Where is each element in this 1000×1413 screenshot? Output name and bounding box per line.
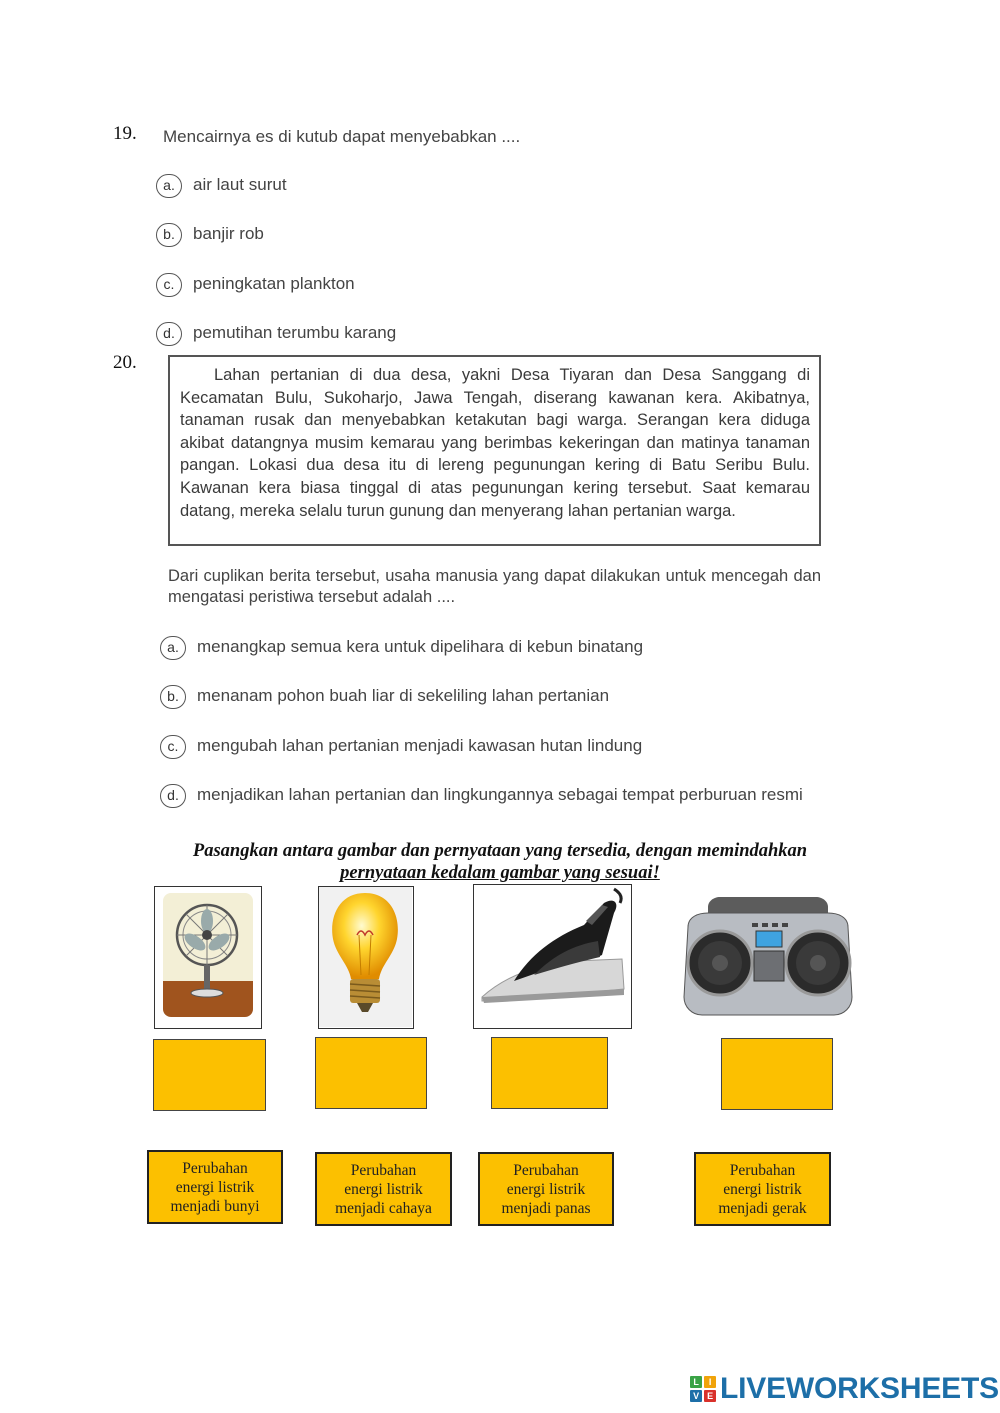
q19-number: 19. — [113, 123, 137, 144]
logo-icon-letter: E — [704, 1390, 716, 1402]
light-bulb-icon — [319, 887, 412, 1027]
q19-question: Mencairnya es di kutub dapat menyebabkan .... — [163, 127, 521, 146]
answer-card-gerak[interactable] — [694, 1152, 831, 1226]
card-line: Perubahan — [729, 1161, 796, 1179]
q20-option-a-text: menangkap semua kera untuk dipelihara di kebun binatang — [197, 637, 644, 656]
q19-option-a[interactable] — [156, 174, 287, 198]
q19-option-a-letter: a. — [156, 174, 182, 198]
logo-icon-letter: I — [704, 1376, 716, 1388]
radio-cassette-image — [677, 886, 857, 1029]
card-line: energi listrik — [175, 1178, 255, 1196]
q20-option-a-letter: a. — [160, 636, 186, 660]
q20-option-b-text: menanam pohon buah liar di sekeliling lahan pertanian — [197, 686, 610, 705]
q20-option-a[interactable] — [160, 636, 830, 660]
drop-zone-radio[interactable] — [721, 1038, 833, 1110]
matching-instruction-line1: Pasangkan antara gambar dan pernyataan yang tersedia, dengan memindahkan — [192, 841, 808, 861]
q19-option-d[interactable] — [156, 322, 396, 346]
q19-option-d-letter: d. — [156, 322, 182, 346]
logo-icon-letter: L — [690, 1376, 702, 1388]
radio-cassette-icon — [678, 887, 857, 1029]
card-line: energi listrik — [344, 1180, 423, 1198]
card-line: energi listrik — [506, 1180, 586, 1198]
drop-zone-iron[interactable] — [491, 1037, 608, 1109]
q19-option-c-letter: c. — [156, 273, 182, 297]
q20-question: Dari cuplikan berita tersebut, usaha manusia yang dapat dilakukan untuk mencegah dan mengatasi peristiwa tersebut adalah .... — [168, 567, 821, 606]
q20-option-c[interactable] — [160, 735, 830, 759]
q20-option-b[interactable] — [160, 685, 830, 709]
fan-image — [154, 886, 262, 1029]
iron-image — [473, 884, 632, 1029]
card-line: menjadi panas — [501, 1199, 591, 1217]
q20-option-b-letter: b. — [160, 685, 186, 709]
matching-instruction — [150, 840, 850, 884]
fan-icon — [155, 887, 260, 1027]
q20-option-d-text: menjadikan lahan pertanian dan lingkungannya sebagai tempat perburuan resmi — [197, 785, 803, 804]
card-line: menjadi bunyi — [170, 1197, 260, 1215]
iron-icon — [474, 885, 630, 1027]
q19-option-b-letter: b. — [156, 223, 182, 247]
q19-option-b[interactable] — [156, 223, 264, 247]
matching-instruction-line2: pernyataan kedalam gambar yang sesuai! — [340, 863, 660, 883]
drop-zone-fan[interactable] — [153, 1039, 266, 1111]
q19-option-d-text: pemutihan terumbu karang — [193, 323, 397, 342]
q19-option-c-text: peningkatan plankton — [193, 274, 355, 293]
card-line: Perubahan — [513, 1161, 579, 1179]
logo-icon-letter: V — [690, 1390, 702, 1402]
answer-card-bunyi[interactable] — [147, 1150, 283, 1224]
card-line: Perubahan — [182, 1159, 248, 1177]
answer-card-panas[interactable] — [478, 1152, 614, 1226]
card-line: menjadi cahaya — [335, 1199, 432, 1217]
q19-option-c[interactable] — [156, 273, 355, 297]
q20-number: 20. — [113, 352, 137, 373]
liveworksheets-logo[interactable] — [690, 1372, 999, 1406]
q20-option-d-letter: d. — [160, 784, 186, 808]
q20-option-c-letter: c. — [160, 735, 186, 759]
q20-option-d[interactable] — [160, 784, 830, 808]
q20-passage: Lahan pertanian di dua desa, yakni Desa Tiyaran dan Desa Sanggang di Kecamatan Bulu, Sukoharjo, Jawa Tengah, diserang kawanan kera. Akibatnya, tanaman rusak dan menyebabkan ketakutan bagi warga. Serangan kera diduga akibat datangnya musim kemarau yang berimbas kekeringan dan matinya tanaman pangan. Lokasi dua desa itu di lereng pegunungan kering di Batu Seribu Bulu. Kawanan kera biasa tinggal di atas pegunungan kering tersebut. Saat kemarau datang, mereka selalu turun gunung dan menyerang lahan pertanian warga. — [168, 355, 821, 546]
card-line: menjadi gerak — [718, 1199, 807, 1217]
liveworksheets-logo-text: LIVEWORKSHEETS — [720, 1372, 999, 1405]
q19-option-b-text: banjir rob — [193, 224, 264, 243]
answer-card-cahaya[interactable] — [315, 1152, 452, 1226]
liveworksheets-icon — [690, 1376, 716, 1402]
light-bulb-image — [318, 886, 414, 1029]
card-line: energi listrik — [723, 1180, 802, 1198]
q19-option-a-text: air laut surut — [193, 175, 287, 194]
drop-zone-light-bulb[interactable] — [315, 1037, 427, 1109]
card-line: Perubahan — [350, 1161, 417, 1179]
q20-option-c-text: mengubah lahan pertanian menjadi kawasan hutan lindung — [197, 736, 643, 755]
